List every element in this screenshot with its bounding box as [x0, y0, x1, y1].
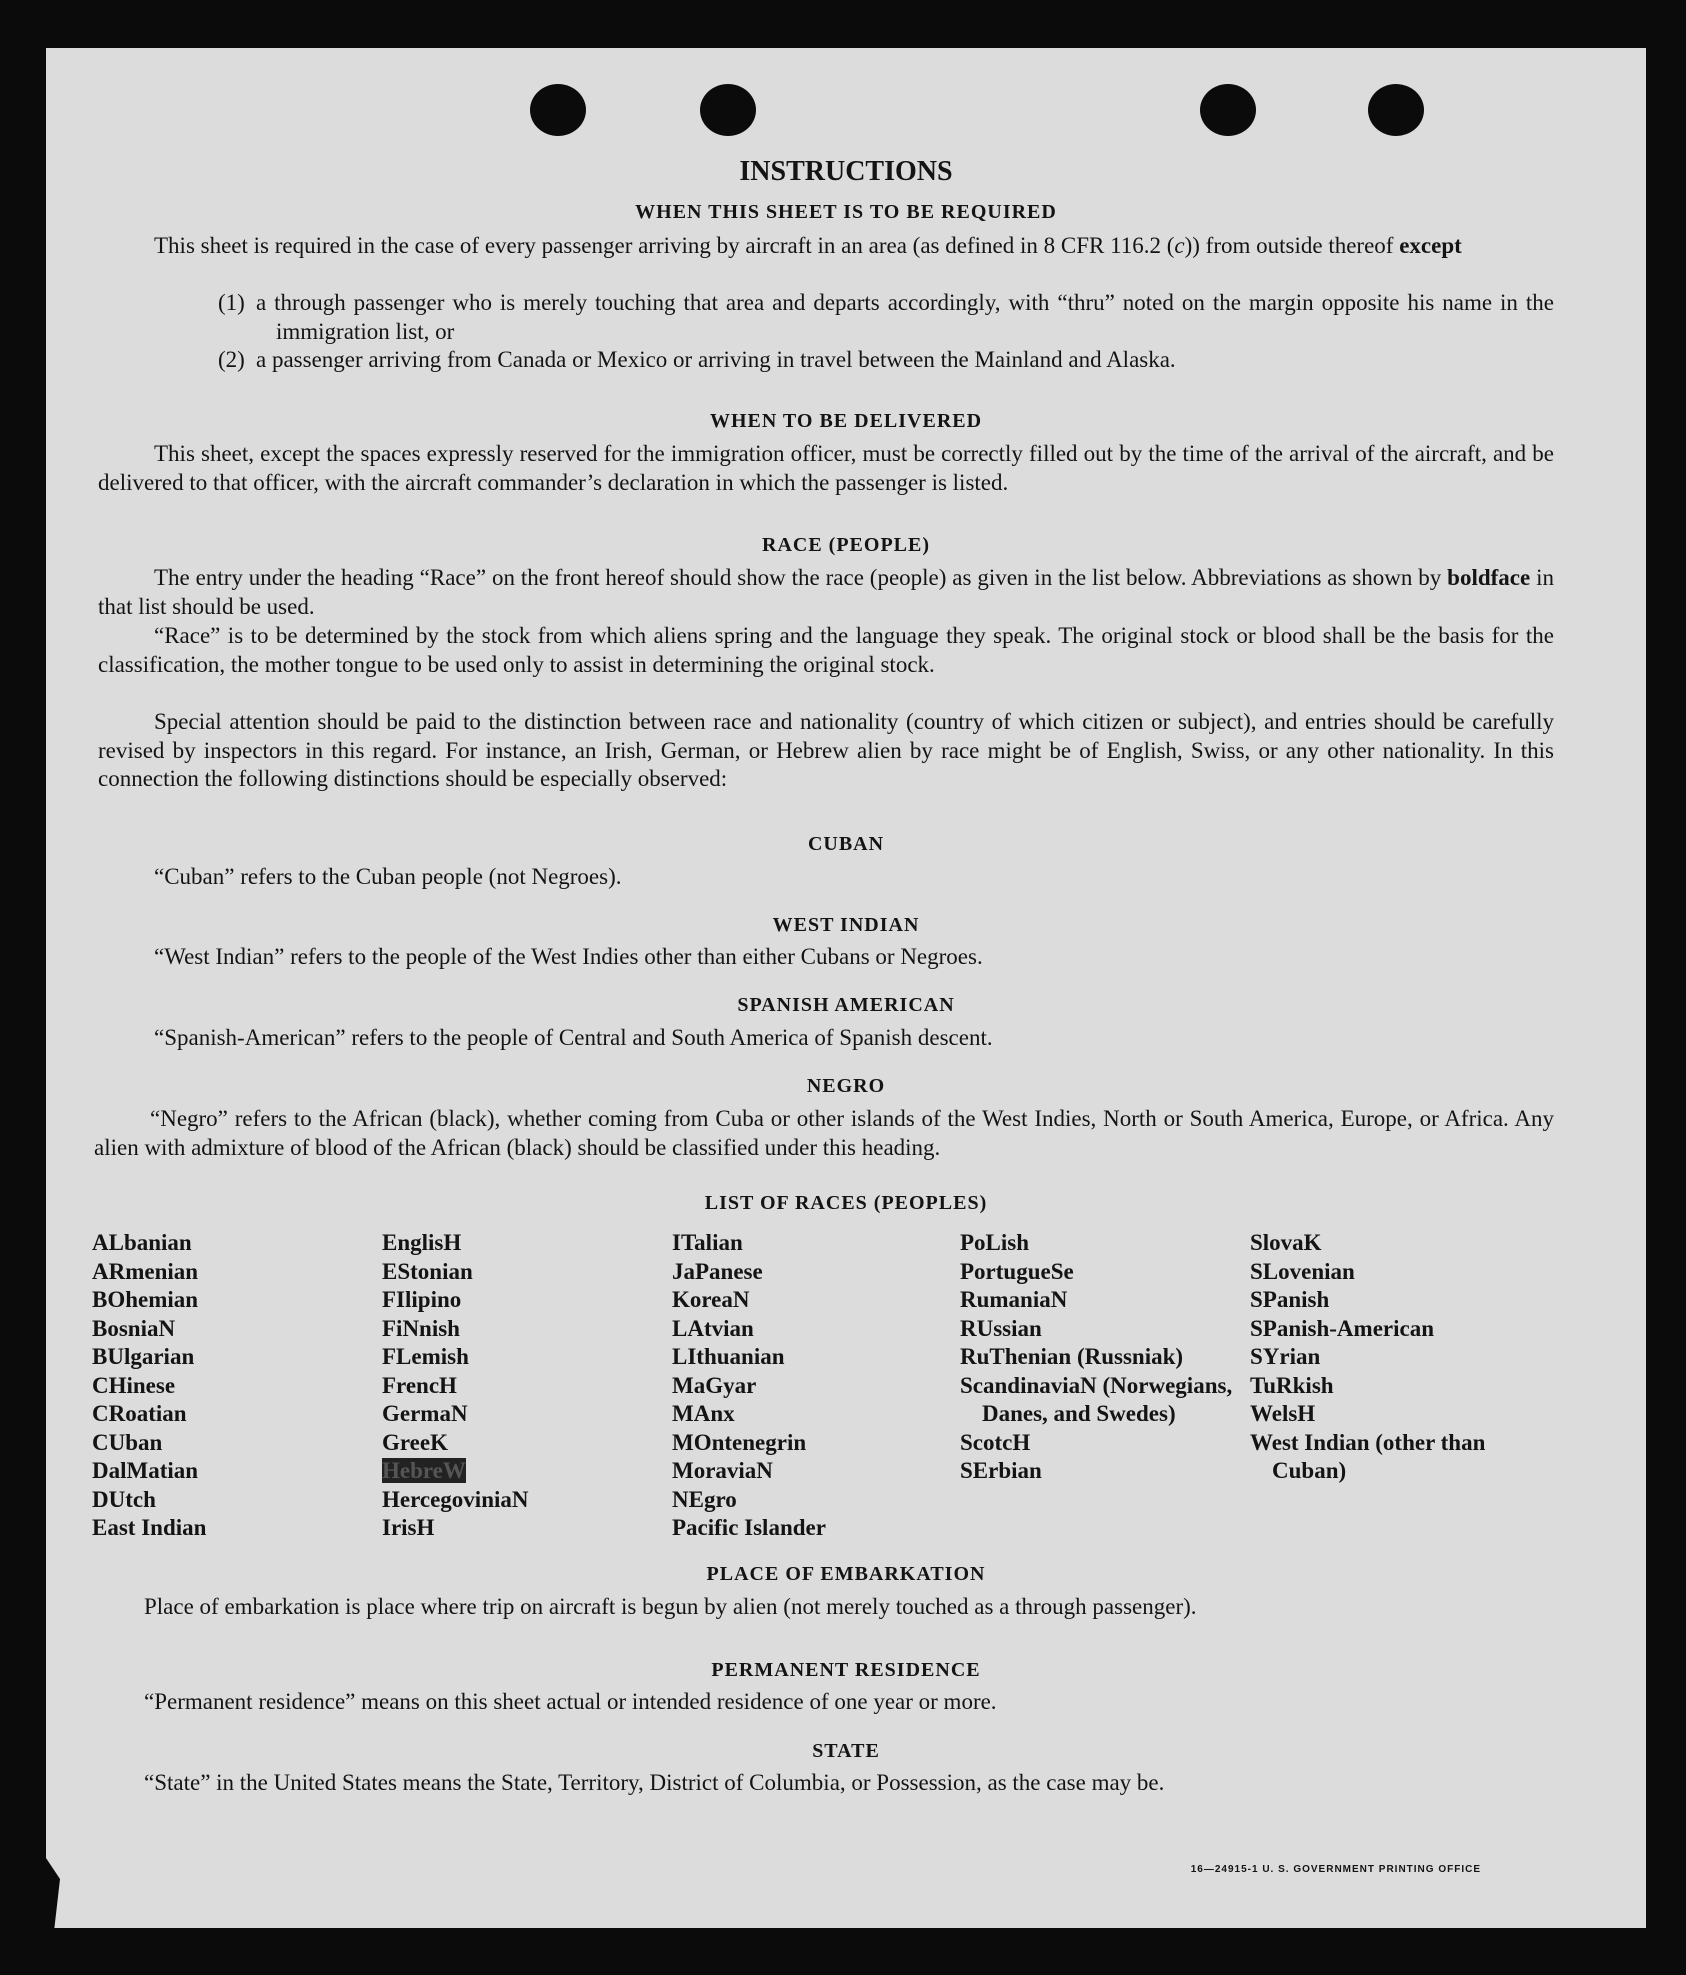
race-list-item: CHinese [92, 1372, 176, 1398]
document-page [46, 48, 1646, 1928]
section-heading-required: WHEN THIS SHEET IS TO BE REQUIRED [635, 201, 1057, 223]
race-list-item: SLovenian [1250, 1258, 1355, 1284]
race-list-item: DUtch [92, 1486, 156, 1512]
race-list-item: EnglisH [382, 1230, 462, 1255]
printing-office-footer: 16—24915-1 U. S. GOVERNMENT PRINTING OFFICE [1190, 1864, 1481, 1875]
section-heading-cuban: CUBAN [807, 833, 885, 855]
race-list-item: MaGyar [672, 1372, 757, 1398]
section-heading-delivered: WHEN TO BE DELIVERED [709, 410, 983, 432]
race-list-item: RumaniaN [960, 1287, 1068, 1312]
required-intro-italic: c [1174, 233, 1185, 258]
required-item-2 [218, 346, 1554, 375]
race-list-item: BosniaN [92, 1315, 176, 1341]
race-list-item: GreeK [382, 1429, 448, 1455]
race-list-item: CRoatian [92, 1401, 187, 1426]
race-list-item: CUban [92, 1429, 163, 1455]
race-list-item: SPanish-American [1250, 1315, 1434, 1341]
race-list-item: PoLish [960, 1230, 1030, 1255]
required-intro-except: except [1399, 233, 1462, 258]
race-list-item: TuRkish [1250, 1372, 1334, 1398]
race-list-item: SYrian [1250, 1344, 1321, 1369]
punch-hole [1368, 84, 1424, 136]
race-list-item: LAtvian [672, 1315, 754, 1341]
delivered-text: This sheet, except the spaces expressly reserved for the immigration officer, must be correctly filled out by the time of the arrival of the aircraft, and be delivered to that officer, with the aircraft commander’s declaration in which the passenger is listed. [98, 441, 1554, 495]
race-list-item: SErbian [960, 1458, 1042, 1483]
west-indian-text: “West Indian” refers to the people of the West Indies other than either Cubans or Negroes. [154, 944, 983, 969]
race-list-column-5 [1250, 1229, 1530, 1486]
embarkation-text: Place of embarkation is place where trip on aircraft is begun by alien (not merely touched as a through passenger). [144, 1594, 1197, 1619]
section-heading-spanish-american: SPANISH AMERICAN [737, 994, 955, 1016]
race-list-item: SlovaK [1250, 1230, 1322, 1255]
required-intro-text-b: )) from outside thereof [1184, 233, 1400, 258]
page-title: INSTRUCTIONS [739, 156, 953, 187]
race-p1-text-b: in that list should be used. [98, 565, 1555, 619]
torn-edge [46, 1858, 60, 1928]
race-list-item: KoreaN [672, 1287, 750, 1312]
race-list-item [382, 1457, 652, 1486]
race-list-item: HercegoviniaN [382, 1486, 529, 1512]
race-list-item: MOntenegrin [672, 1429, 807, 1455]
race-list-item: RuThenian (Russniak) [960, 1344, 1184, 1369]
negro-text: “Negro” refers to the African (black), whether coming from Cuba or other islands of the West Indies, North or South America, Europe, or Africa. Any alien with admixture of blood of the African (black) should be classified under this heading. [94, 1106, 1554, 1160]
race-p1-bold: boldface [1447, 565, 1531, 590]
smudged-entry: HebreW [382, 1458, 466, 1483]
race-paragraph-2: “Race” is to be determined by the stock from which aliens spring and the language they speak. The original stock or blood shall be the basis for the classification, the mother tongue to be used only to assist in determining the original stock. [98, 623, 1554, 677]
race-paragraph-3: Special attention should be paid to the distinction between race and nationality (country of which citizen or subject), and entries should be carefully revised by inspectors in this regard. For instance, an Irish, German, or Hebrew alien by race might be of English, Swiss, or any other nationality. In this connection the following distinctions should be especially observed: [98, 709, 1554, 791]
race-list-item: RUssian [960, 1315, 1042, 1341]
section-heading-list: LIST OF RACES (PEOPLES) [704, 1192, 988, 1214]
required-item-1-number: (1) [218, 290, 245, 315]
race-list-item: ARmenian [92, 1258, 199, 1284]
required-intro [98, 232, 1554, 261]
race-list-item: ScandinaviaN (Norwegians, Danes, and Swedes) [960, 1372, 1233, 1426]
cuban-text: “Cuban” refers to the Cuban people (not Negroes). [154, 864, 622, 889]
race-list-item: FIlipino [382, 1287, 462, 1312]
race-list-column-2 [382, 1229, 652, 1543]
section-heading-residence: PERMANENT RESIDENCE [711, 1659, 981, 1681]
race-p1-text-a: The entry under the heading “Race” on the front hereof should show the race (people) as given in the list below. Abbreviations as shown by [154, 565, 1448, 590]
race-list-item: IrisH [382, 1515, 435, 1540]
race-list-item: MAnx [672, 1401, 735, 1426]
race-list-item: PortugueSe [960, 1258, 1074, 1284]
race-list-item: JaPanese [672, 1258, 763, 1284]
punch-hole [700, 84, 756, 136]
race-list-item: West Indian (other than Cuban) [1250, 1429, 1486, 1483]
race-list-item: FLemish [382, 1344, 469, 1369]
race-list-item: DalMatian [92, 1458, 199, 1483]
race-list-column-1 [92, 1229, 362, 1543]
race-list-item: BUlgarian [92, 1344, 195, 1369]
required-item-1-text: a through passenger who is merely touching that area and departs accordingly, with “thru” noted on the margin opposite his name in the immigration list, or [256, 290, 1554, 344]
required-item-2-text: a passenger arriving from Canada or Mexico or arriving in travel between the Mainland and Alaska. [256, 347, 1176, 372]
section-heading-embarkation: PLACE OF EMBARKATION [706, 1563, 986, 1585]
race-list-item: Pacific Islander [672, 1515, 826, 1540]
race-list-item: FrencH [382, 1372, 457, 1398]
spanish-american-text: “Spanish-American” refers to the people of Central and South America of Spanish descent. [154, 1025, 993, 1050]
punch-hole [530, 84, 586, 136]
race-list-item: ALbanian [92, 1230, 192, 1255]
race-list-item: WelsH [1250, 1401, 1316, 1426]
race-list-item: MoraviaN [672, 1458, 773, 1483]
residence-text: “Permanent residence” means on this sheet actual or intended residence of one year or more. [144, 1689, 997, 1714]
section-heading-race: RACE (PEOPLE) [762, 534, 930, 556]
race-list-item: BOhemian [92, 1287, 199, 1312]
race-list-item: FiNnish [382, 1315, 460, 1341]
section-heading-west-indian: WEST INDIAN [772, 914, 920, 936]
race-list-item: LIthuanian [672, 1344, 785, 1369]
race-list-item: ScotcH [960, 1429, 1031, 1455]
required-intro-text-a: This sheet is required in the case of every passenger arriving by aircraft in an area (as defined in 8 CFR 116.2 ( [154, 233, 1175, 258]
race-list-item: NEgro [672, 1486, 737, 1512]
section-heading-state: STATE [812, 1740, 880, 1762]
race-list-item: SPanish [1250, 1287, 1330, 1312]
race-list-item: ITalian [672, 1230, 743, 1255]
race-list-item: GermaN [382, 1401, 468, 1426]
race-list-column-3 [672, 1229, 942, 1543]
required-item-2-number: (2) [218, 347, 245, 372]
race-list-column-4 [960, 1229, 1233, 1486]
punch-hole [1200, 84, 1256, 136]
section-heading-negro: NEGRO [806, 1075, 886, 1097]
race-list-item: East Indian [92, 1515, 207, 1540]
race-list-item: EStonian [382, 1258, 473, 1284]
required-item-1 [218, 289, 1554, 346]
state-text: “State” in the United States means the State, Territory, District of Columbia, or Possession, as the case may be. [144, 1770, 1165, 1795]
race-paragraph-1 [98, 564, 1554, 621]
